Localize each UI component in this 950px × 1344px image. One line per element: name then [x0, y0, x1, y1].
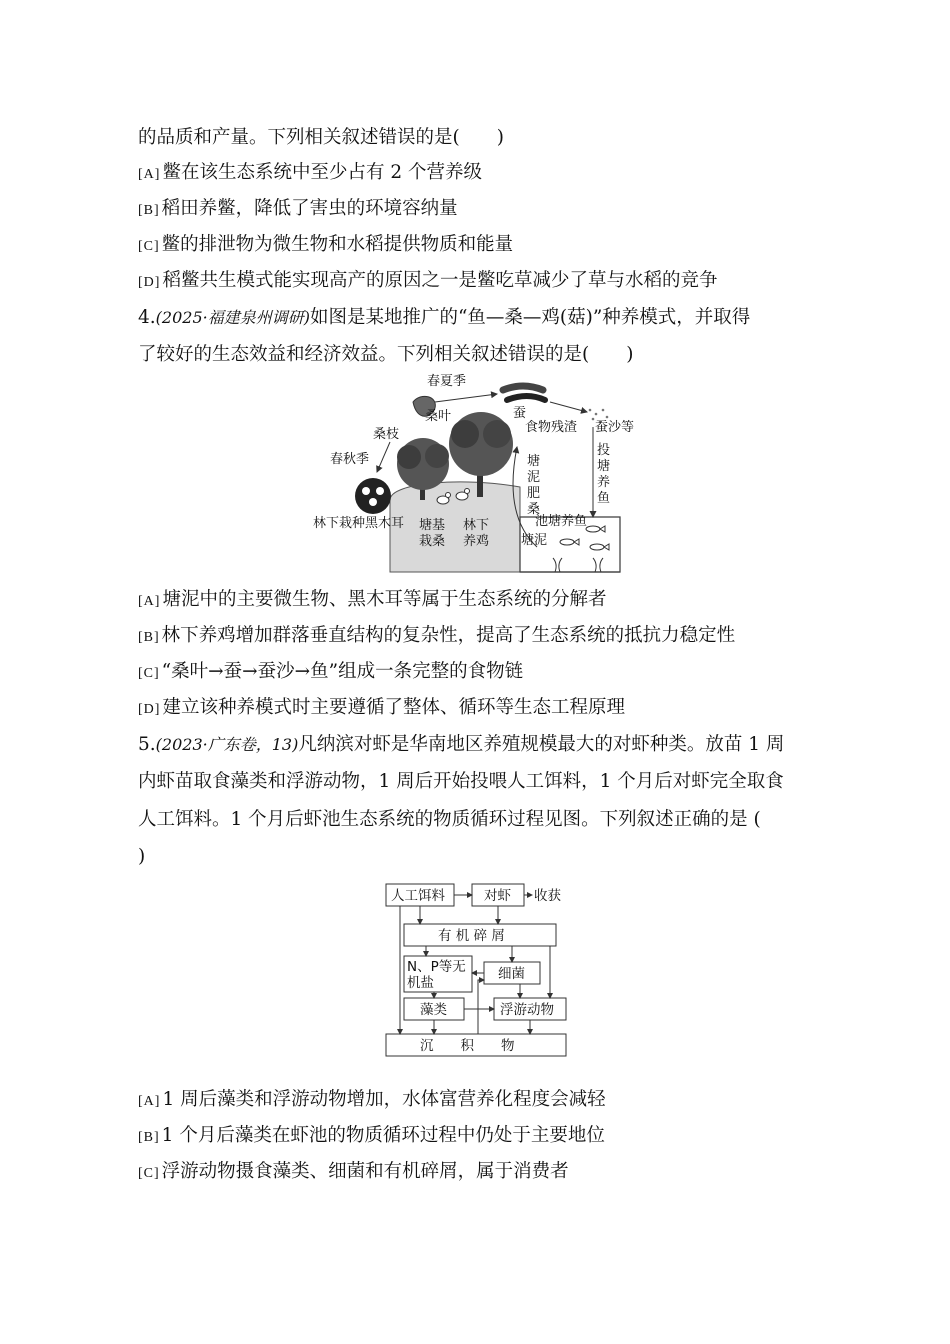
label-sediment: 沉 积 物: [420, 1038, 515, 1054]
label-harvest: 收获: [534, 888, 561, 904]
label-mud-1: 塘: [527, 454, 541, 469]
option-tag: [C]: [138, 666, 160, 681]
pond-base-icon: [390, 482, 520, 572]
label-zooplankton: 浮游动物: [500, 1002, 554, 1018]
option-text: 浮游动物摄食藻类、细菌和有机碎屑，属于消费者: [161, 1161, 569, 1182]
label-feed-fish-4: 鱼: [597, 491, 611, 506]
stem-text: 凡纳滨对虾是华南地区养殖规模最大的对虾种类。放苗 1 周: [298, 734, 785, 755]
stem-text: 如图是某地推广的“鱼—桑—鸡(菇)”种养模式，并取得: [309, 307, 751, 328]
option-tag: [A]: [138, 167, 161, 182]
q4-option-b[interactable]: [138, 624, 735, 650]
label-silkworm-sand: 蚕沙等: [595, 420, 635, 435]
label-mulberry-leaf: 桑叶: [425, 409, 452, 424]
label-mud-2: 泥: [527, 470, 541, 485]
q4-option-a[interactable]: [138, 588, 606, 614]
option-text: “桑叶→蚕→蚕沙→鱼”组成一条完整的食物链: [161, 661, 524, 682]
q5-option-c[interactable]: [138, 1160, 569, 1186]
arrow-branch-to-fungus: [377, 442, 390, 472]
q5-stem-line1: [138, 733, 784, 757]
question-source: (2025·福建泉州调研): [155, 308, 310, 327]
question-number: 4.: [138, 307, 156, 328]
black-fungus-icon: [355, 478, 391, 514]
label-inorganic-salts-2: 机盐: [407, 975, 434, 991]
label-pond-mud: 塘泥: [521, 533, 548, 548]
label-artificial-feed: 人工饵料: [391, 888, 445, 904]
option-text: 鳖的排泄物为微生物和水稻提供物质和能量: [161, 234, 514, 255]
arrow-sediment-to-bacteria: [478, 980, 484, 1034]
label-feed-fish-1: 投: [597, 443, 611, 458]
label-bacteria: 细菌: [498, 966, 525, 982]
option-tag: [D]: [138, 275, 161, 290]
label-organic-debris: 有 机 碎 屑: [438, 928, 505, 944]
q3-option-c[interactable]: [138, 233, 513, 259]
q3-option-a[interactable]: [138, 161, 482, 187]
q4-mulberry-fish-chicken-figure: [305, 372, 635, 577]
q4-stem-line1: [138, 306, 750, 330]
label-mud-4: 桑: [527, 502, 541, 517]
label-food-residue: 食物残渣: [525, 420, 578, 435]
label-pond-fish: 池塘养鱼: [535, 514, 588, 529]
label-spring-summer: 春夏季: [427, 374, 467, 389]
q5-material-cycle-diagram: [380, 880, 572, 1060]
label-feed-fish-2: 塘: [597, 459, 611, 474]
label-shrimp: 对虾: [484, 888, 511, 904]
option-text: 1 周后藻类和浮游动物增加，水体富营养化程度会减轻: [162, 1089, 606, 1110]
question-number: 5.: [138, 734, 156, 755]
q5-option-b[interactable]: [138, 1124, 605, 1150]
label-mulberry-branch: 桑枝: [373, 427, 400, 442]
label-forest-chicken-2: 养鸡: [463, 534, 490, 549]
label-mud-3: 肥: [527, 486, 541, 501]
label-pond-base-2: 栽桑: [419, 534, 446, 549]
label-pond-base-1: 塘基: [419, 518, 446, 533]
q5-stem-line2: 内虾苗取食藻类和浮游动物，1 周后开始投喂人工饵料，1 个月后对虾完全取食: [138, 771, 784, 792]
q4-stem-line2: 了较好的生态效益和经济效益。下列相关叙述错误的是( ): [138, 344, 634, 365]
label-algae: 藻类: [420, 1002, 447, 1018]
label-inorganic-salts-1: N、P等无: [407, 959, 466, 975]
option-tag: [B]: [138, 203, 160, 218]
q3-option-d[interactable]: [138, 269, 717, 295]
silkworm-icon: [503, 386, 545, 400]
arrow-leaf-to-silkworm: [435, 394, 497, 402]
q5-stem-line4: ): [138, 846, 146, 867]
label-black-fungus: 林下栽种黑木耳: [313, 516, 405, 531]
q3-option-b[interactable]: [138, 197, 458, 223]
option-tag: [C]: [138, 239, 160, 254]
label-silkworm: 蚕: [513, 406, 527, 421]
q3-stem-tail: 的品质和产量。下列相关叙述错误的是( ): [138, 127, 504, 148]
label-forest-chicken-1: 林下: [463, 518, 490, 533]
label-feed-fish-3: 养: [597, 475, 611, 490]
question-source: (2023·广东卷，13): [155, 735, 299, 754]
q4-option-d[interactable]: [138, 696, 625, 722]
option-tag: [A]: [138, 594, 161, 609]
option-text: 建立该种养模式时主要遵循了整体、循环等生态工程原理: [162, 697, 625, 718]
option-text: 稻鳖共生模式能实现高产的原因之一是鳖吃草减少了草与水稻的竞争: [162, 270, 718, 291]
q4-option-c[interactable]: [138, 660, 523, 686]
option-text: 1 个月后藻类在虾池的物质循环过程中仍处于主要地位: [161, 1125, 605, 1146]
option-tag: [D]: [138, 702, 161, 717]
arrow-silkworm-to-sand: [550, 402, 587, 412]
label-spring-autumn: 春秋季: [330, 452, 370, 467]
q5-option-a[interactable]: [138, 1088, 606, 1114]
option-tag: [B]: [138, 1130, 160, 1145]
option-text: 林下养鸡增加群落垂直结构的复杂性，提高了生态系统的抵抗力稳定性: [161, 625, 736, 646]
option-tag: [A]: [138, 1094, 161, 1109]
q5-stem-line3: 人工饵料。1 个月后虾池生态系统的物质循环过程见图。下列叙述正确的是 (: [138, 809, 761, 830]
option-text: 塘泥中的主要微生物、黑木耳等属于生态系统的分解者: [162, 589, 607, 610]
option-tag: [C]: [138, 1166, 160, 1181]
option-text: 稻田养鳖，降低了害虫的环境容纳量: [161, 198, 458, 219]
option-tag: [B]: [138, 630, 160, 645]
option-text: 鳖在该生态系统中至少占有 2 个营养级: [162, 162, 482, 183]
